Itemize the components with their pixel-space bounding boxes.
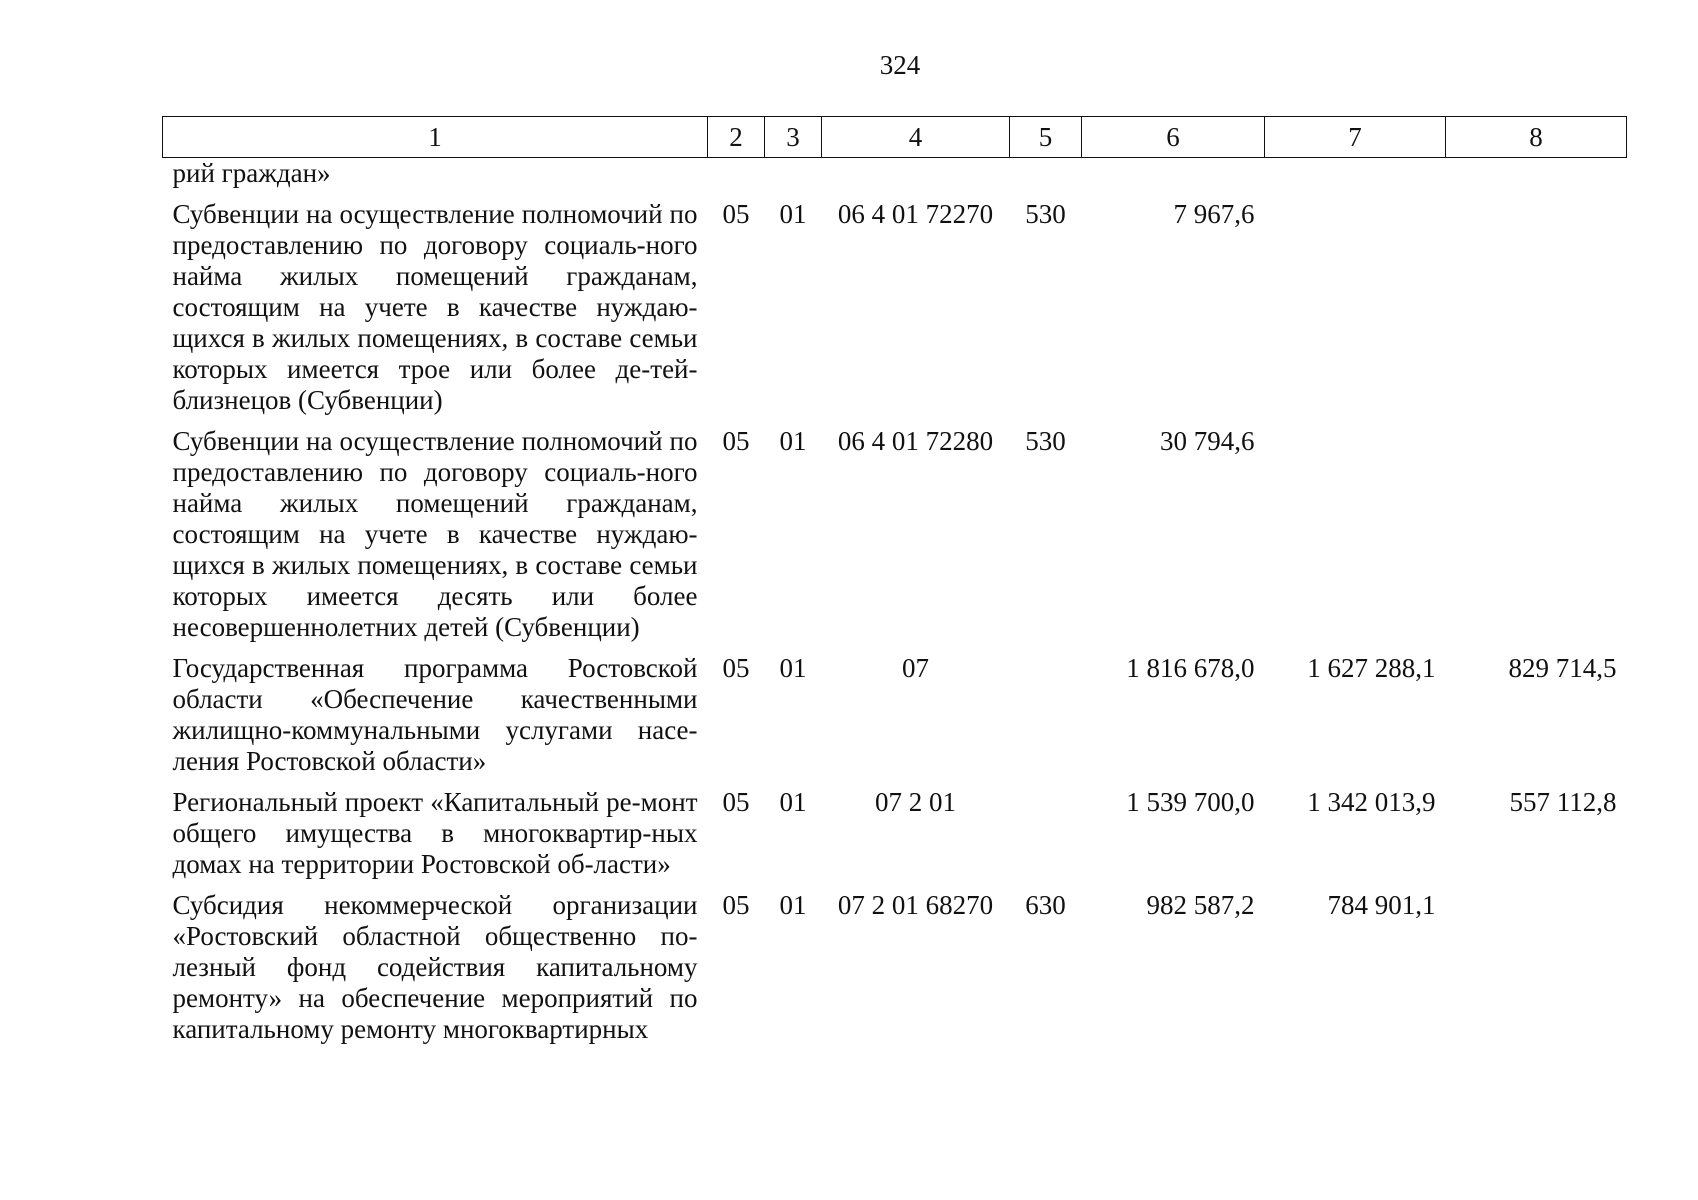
row-amount-7 (1265, 158, 1446, 200)
row-amount-7 (1265, 199, 1446, 426)
row-name: Субсидия некоммерческой организации «Ростовский областной общественно по-лезный фонд содействия капитальному ремонту» на обеспечение мероприятий по капитальному ремонту многоквартирных (172, 890, 698, 1044)
row-subsection: 01 (779, 787, 807, 817)
row-subsection: 01 (779, 199, 807, 229)
table-row (163, 426, 1627, 653)
table-row (163, 890, 1627, 1045)
row-amount-8 (1446, 890, 1627, 1045)
row-section: 05 (722, 653, 750, 683)
row-name: Субвенции на осуществление полномочий по предоставлению по договору социаль-ного найма жилых помещений гражданам, состоящим на учете в качестве нуждаю-щихся в жилых помещениях, в составе семьи которых имеется трое или более де-тей-близнецов (Субвенции) (172, 199, 698, 415)
row-expense-type: 630 (1025, 890, 1066, 920)
column-header-2: 2 (708, 117, 765, 158)
row-target-code: 07 2 01 68270 (837, 890, 994, 920)
row-expense-type: 530 (1025, 199, 1066, 229)
row-amount-6: 1 539 700,0 (1126, 787, 1255, 817)
column-number-header-row (163, 117, 1627, 158)
row-amount-6: 1 816 678,0 (1126, 653, 1255, 683)
column-header-4: 4 (822, 117, 1010, 158)
row-amount-7 (1265, 426, 1446, 653)
row-section: 05 (722, 890, 750, 920)
row-name: Региональный проект «Капитальный ре-монт общего имущества в многоквартир-ных домах на территории Ростовской об-ласти» (172, 787, 698, 879)
row-amount-6: 30 794,6 (1160, 426, 1255, 456)
table-row (163, 787, 1627, 890)
row-amount-6 (1082, 158, 1265, 200)
row-name: Государственная программа Ростовской области «Обеспечение качественными жилищно-коммунальными услугами насе-ления Ростовской области» (172, 653, 698, 776)
row-amount-6: 7 967,6 (1173, 199, 1255, 229)
row-expense-type: 530 (1025, 426, 1066, 456)
row-amount-8: 557 112,8 (1509, 787, 1617, 817)
row-subsection (765, 158, 822, 200)
row-subsection: 01 (779, 653, 807, 683)
row-amount-7: 784 901,1 (1327, 890, 1436, 920)
row-target-code (822, 158, 1010, 200)
table-row (163, 158, 1627, 200)
row-subsection: 01 (779, 890, 807, 920)
row-target-code: 07 (902, 653, 929, 683)
column-header-6: 6 (1082, 117, 1265, 158)
row-expense-type (1010, 653, 1082, 787)
column-header-3: 3 (765, 117, 822, 158)
column-header-1: 1 (163, 117, 708, 158)
row-amount-7: 1 627 288,1 (1307, 653, 1436, 683)
row-name: Субвенции на осуществление полномочий по предоставлению по договору социаль-ного найма жилых помещений гражданам, состоящим на учете в качестве нуждаю-щихся в жилых помещениях, в составе семьи которых имеется десять или более несовершеннолетних детей (Субвенции) (172, 426, 698, 642)
row-amount-8: 829 714,5 (1508, 653, 1617, 683)
column-header-7: 7 (1265, 117, 1446, 158)
row-amount-7: 1 342 013,9 (1307, 787, 1436, 817)
row-target-code: 06 4 01 72270 (837, 199, 994, 229)
row-amount-8 (1446, 199, 1627, 426)
column-header-8: 8 (1446, 117, 1627, 158)
budget-table (162, 116, 1627, 1045)
row-name: рий граждан» (172, 158, 331, 188)
row-subsection: 01 (779, 426, 807, 456)
row-target-code: 06 4 01 72280 (837, 426, 994, 456)
row-expense-type (1010, 787, 1082, 890)
row-section: 05 (722, 426, 750, 456)
row-section (708, 158, 765, 200)
row-amount-8 (1446, 426, 1627, 653)
column-header-5: 5 (1010, 117, 1082, 158)
row-amount-8 (1446, 158, 1627, 200)
row-target-code: 07 2 01 (875, 787, 956, 817)
page-number: 324 (879, 50, 921, 80)
row-section: 05 (722, 199, 750, 229)
table-row (163, 653, 1627, 787)
table-row (163, 199, 1627, 426)
row-section: 05 (722, 787, 750, 817)
row-expense-type (1010, 158, 1082, 200)
row-amount-6: 982 587,2 (1146, 890, 1255, 920)
